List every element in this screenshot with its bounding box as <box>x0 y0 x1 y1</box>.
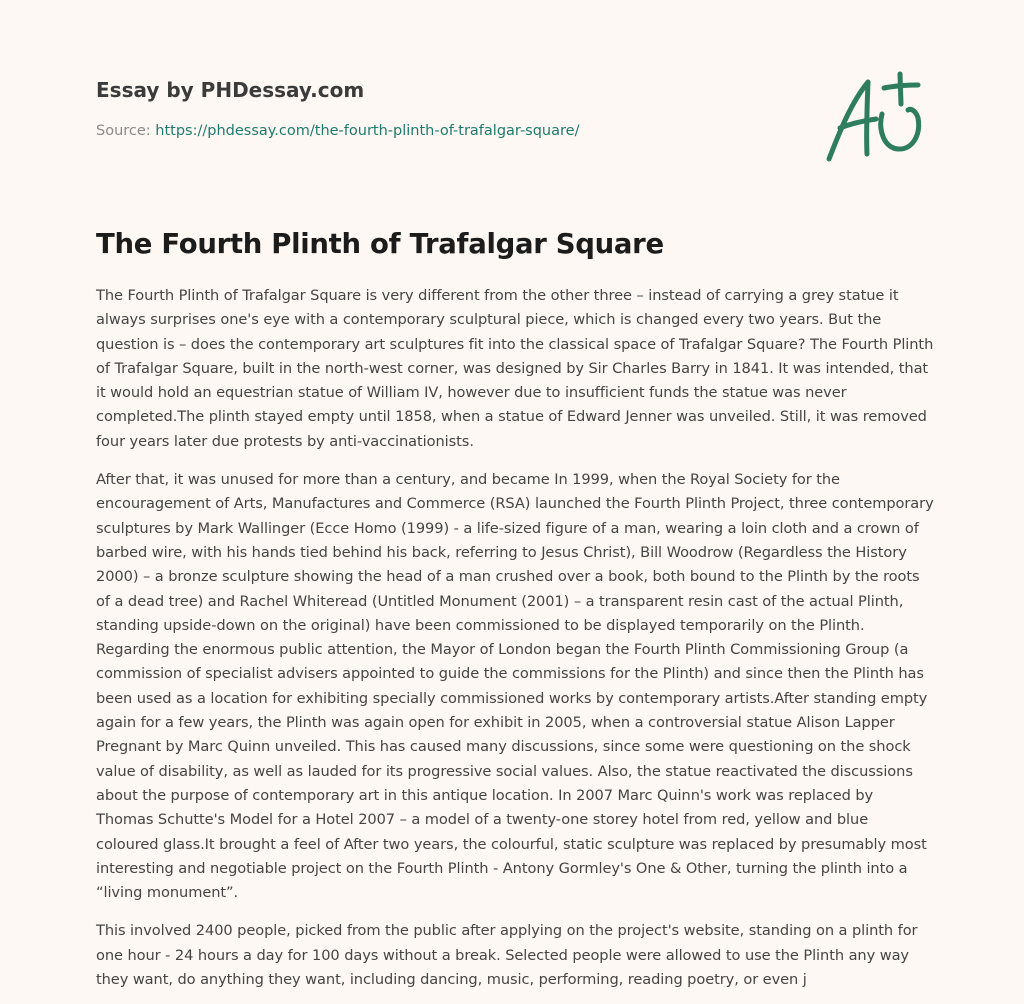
source-label: Source: <box>96 123 156 139</box>
article-title: The Fourth Plinth of Trafalgar Square <box>96 228 664 260</box>
a-plus-grade-icon <box>822 68 930 164</box>
brand-title: Essay by PHDessay.com <box>96 78 365 102</box>
source-link[interactable]: https://phdessay.com/the-fourth-plinth-of-trafalgar-square/ <box>155 123 580 139</box>
paragraph: After that, it was unused for more than a century, and became In 1999, when the Royal Society for the encouragement of Arts, Manufactures and Commerce (RSA) launched the Fourth Plinth Project, three contemporary sculptures by Mark Wallinger (Ecce Homo (1999) - a life-sized figure of a man, wearing a loin cloth and a crown of barbed wire, with his hands tied behind his back, referring to Jesus Christ), Bill Woodrow (Regardless the History 2000) – a bronze sculpture showing the head of a man crushed over a book, both bound to the Plinth by the roots of a dead tree) and Rachel Whiteread (Untitled Monument (2001) – a transparent resin cast of the actual Plinth, standing upside-down on the original) have been commissioned to be displayed temporarily on the Plinth. Regarding the enormous public attention, the Mayor of London began the Fourth Plinth Commissioning Group (a commission of specialist advisers appointed to guide the commissions for the Plinth) and since then the Plinth has been used as a location for exhibiting specially commissioned works by contemporary artists.After standing empty again for a few years, the Plinth was again open for exhibit in 2005, when a controversial statue Alison Lapper Pregnant by Marc Quinn unveiled. This has caused many discussions, since some were questioning on the shock value of disability, as well as lauded for its progressive social values. Also, the statue reactivated the discussions about the purpose of contemporary art in this antique location. In 2007 Marc Quinn's work was replaced by Thomas Schutte's Model for a Hotel 2007 – a model of a twenty-one storey hotel from red, yellow and blue coloured glass.It brought a feel of After two years, the colourful, static sculpture was replaced by presumably most interesting and negotiable project on the Fourth Plinth - Antony Gormley's One & Other, turning the plinth into a “living monument”. <box>96 471 934 902</box>
document-header <box>96 78 796 140</box>
paragraph: This involved 2400 people, picked from the public after applying on the project's website, standing on a plinth for one hour - 24 hours a day for 100 days without a break. Selected people were allowed to use the Plinth any way they want, do anything they want, including dancing, music, performing, reading poetry, or even j <box>96 922 918 989</box>
article-body <box>96 284 934 992</box>
source-line <box>96 122 796 140</box>
paragraph: The Fourth Plinth of Trafalgar Square is very different from the other three – instead of carrying a grey statue it always surprises one's eye with a contemporary sculptural piece, which is changed every two years. But the question is – does the contemporary art sculptures fit into the classical space of Trafalgar Square? The Fourth Plinth of Trafalgar Square, built in the north-west corner, was designed by Sir Charles Barry in 1841. It was intended, that it would hold an equestrian statue of William IV, however due to insufficient funds the statue was never completed.The plinth stayed empty until 1858, when a statue of Edward Jenner was unveiled. Still, it was removed four years later due protests by anti-vaccinationists. <box>96 287 934 450</box>
